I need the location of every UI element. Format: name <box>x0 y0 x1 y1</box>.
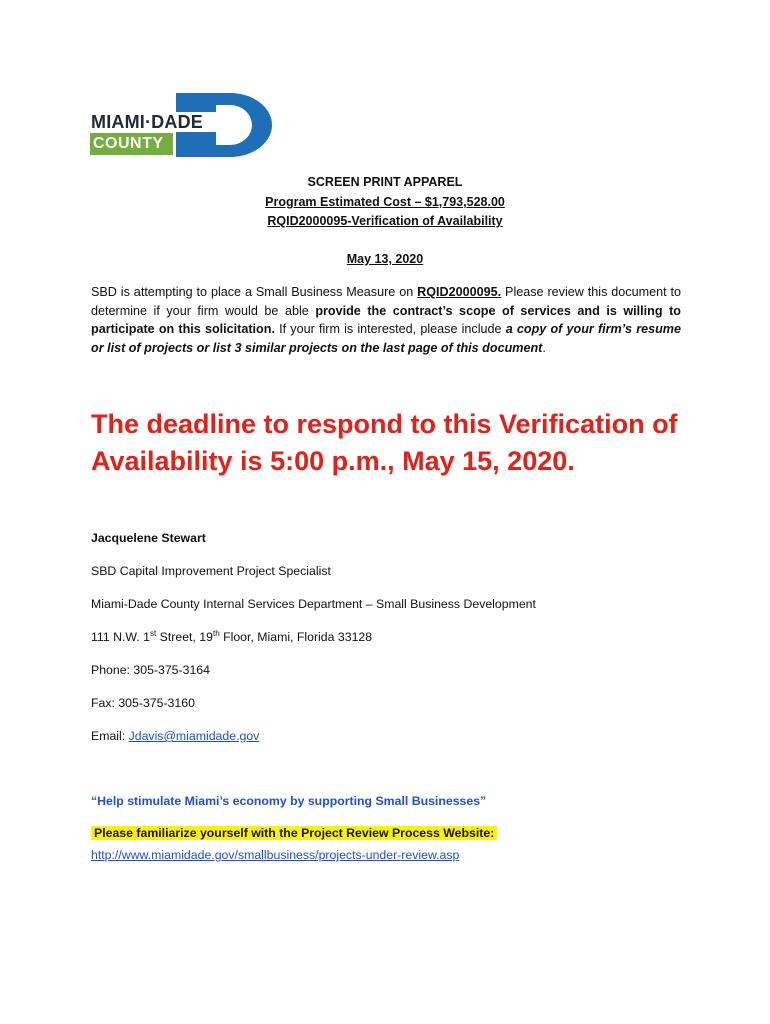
rqid-heading: RQID2000095-Verification of Availability <box>267 214 503 228</box>
contact-title: SBD Capital Improvement Project Specialist <box>91 564 331 578</box>
contact-department: Miami-Dade County Internal Services Department – Small Business Development <box>91 597 536 611</box>
email-label: Email: <box>91 729 129 743</box>
address-sup-2: th <box>213 629 220 638</box>
miami-dade-county-logo <box>90 93 272 157</box>
intro-text-1: SBD is attempting to place a Small Business Measure on <box>91 285 418 299</box>
deadline-notice: The deadline to respond to this Verification of Availability is 5:00 p.m., May 15, 2020. <box>91 409 678 476</box>
familiarize-highlight: Please familiarize yourself with the Project Review Process Website: <box>91 826 497 840</box>
address-sup-1: st <box>150 629 157 638</box>
intro-text-2: Please review this document to determine if your firm would be able <box>91 285 681 318</box>
document-date: May 13, 2020 <box>346 252 424 266</box>
intro-bold-italic-request: a copy of your firm’s resume or list of projects or list 3 similar projects on the last page of this document <box>91 322 681 355</box>
logo-county-text: COUNTY <box>90 133 173 155</box>
slogan: “Help stimulate Miami’s economy by supporting Small Businesses” <box>91 794 487 808</box>
contact-name: Jacquelene Stewart <box>91 531 206 545</box>
intro-rqid: RQID2000095. <box>417 285 502 299</box>
address-part-3: Floor, Miami, Florida 33128 <box>219 630 373 644</box>
intro-paragraph <box>91 283 681 357</box>
program-cost: Program Estimated Cost – $1,793,528.00 <box>265 195 505 209</box>
contact-email-row <box>91 729 259 743</box>
project-review-website-link[interactable]: http://www.miamidade.gov/smallbusiness/projects-under-review.asp <box>91 848 460 862</box>
intro-text-3: If your firm is interested, please include <box>274 322 506 336</box>
contact-phone: Phone: 305-375-3164 <box>91 663 210 677</box>
intro-bold-scope: provide the contract’s scope of services and is willing to participate on this solicitation. <box>91 303 681 336</box>
logo-miami-dade-text: MIAMI·DADE <box>90 112 243 132</box>
contact-address <box>91 630 372 644</box>
intro-end: . <box>542 340 546 355</box>
address-part-2: Street, 19 <box>156 630 213 644</box>
document-title: SCREEN PRINT APPAREL <box>307 175 463 189</box>
address-part-1: 111 N.W. 1 <box>91 630 151 644</box>
contact-fax: Fax: 305-375-3160 <box>91 696 195 710</box>
email-link[interactable]: Jdavis@miamidade.gov <box>128 729 260 743</box>
